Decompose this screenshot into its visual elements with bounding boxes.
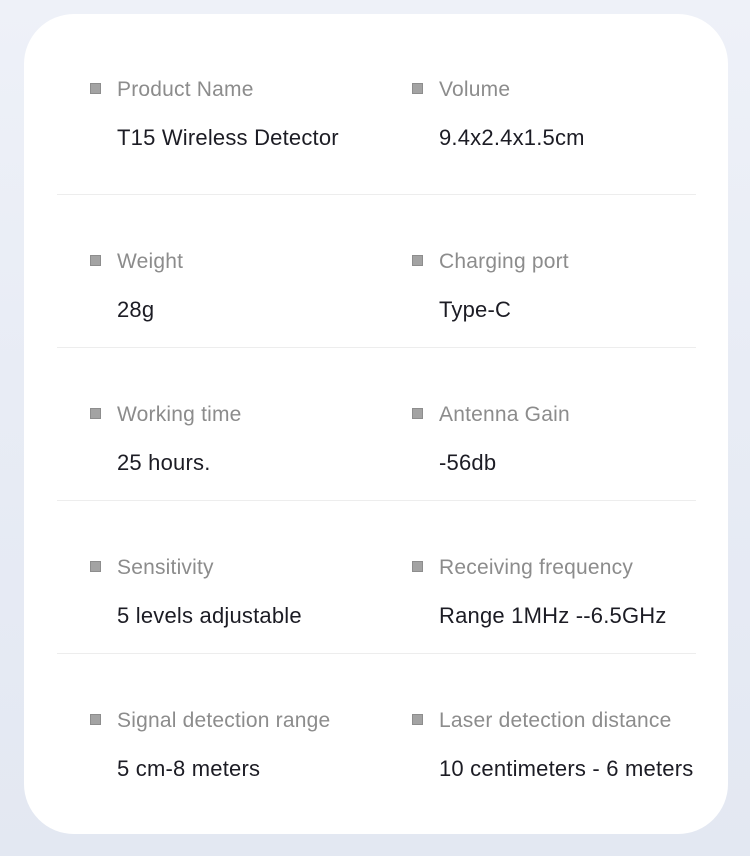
square-bullet-icon xyxy=(90,255,101,266)
spec-label: Sensitivity xyxy=(117,556,214,579)
spec-value: 5 cm-8 meters xyxy=(117,756,261,781)
spec-row-3 xyxy=(24,348,728,500)
square-bullet-icon xyxy=(90,83,101,94)
product-spec-card xyxy=(24,14,728,834)
square-bullet-icon xyxy=(90,714,101,725)
spec-value: T15 Wireless Detector xyxy=(117,125,339,150)
spec-item-receiving-frequency xyxy=(412,556,728,630)
spec-label: Weight xyxy=(117,250,184,273)
spec-label: Charging port xyxy=(439,250,569,273)
square-bullet-icon xyxy=(412,83,423,94)
spec-label: Receiving frequency xyxy=(439,556,634,579)
spec-item-weight xyxy=(90,250,412,324)
spec-label: Laser detection distance xyxy=(439,709,672,732)
spec-item-working-time xyxy=(90,403,412,477)
spec-value: Range 1MHz --6.5GHz xyxy=(439,603,667,628)
spec-row-5 xyxy=(24,654,728,826)
spec-row-2 xyxy=(24,195,728,347)
spec-value: 10 centimeters - 6 meters xyxy=(439,756,694,781)
spec-label: Signal detection range xyxy=(117,709,331,732)
spec-label: Antenna Gain xyxy=(439,403,570,426)
spec-value: 25 hours. xyxy=(117,450,211,475)
spec-item-antenna-gain xyxy=(412,403,728,477)
spec-value: 5 levels adjustable xyxy=(117,603,302,628)
square-bullet-icon xyxy=(412,561,423,572)
spec-item-charging-port xyxy=(412,250,728,324)
spec-item-laser-detection-distance xyxy=(412,709,728,783)
spec-label: Working time xyxy=(117,403,242,426)
spec-item-volume xyxy=(412,78,728,152)
square-bullet-icon xyxy=(90,408,101,419)
spec-item-product-name xyxy=(90,78,412,152)
spec-value: -56db xyxy=(439,450,497,475)
square-bullet-icon xyxy=(412,714,423,725)
square-bullet-icon xyxy=(412,408,423,419)
spec-label: Volume xyxy=(439,78,511,101)
spec-value: Type-C xyxy=(439,297,512,322)
spec-value: 28g xyxy=(117,297,155,322)
square-bullet-icon xyxy=(412,255,423,266)
spec-item-signal-detection-range xyxy=(90,709,412,783)
spec-value: 9.4x2.4x1.5cm xyxy=(439,125,585,150)
square-bullet-icon xyxy=(90,561,101,572)
spec-item-sensitivity xyxy=(90,556,412,630)
spec-row-1 xyxy=(24,14,728,194)
spec-label: Product Name xyxy=(117,78,254,101)
spec-row-4 xyxy=(24,501,728,653)
